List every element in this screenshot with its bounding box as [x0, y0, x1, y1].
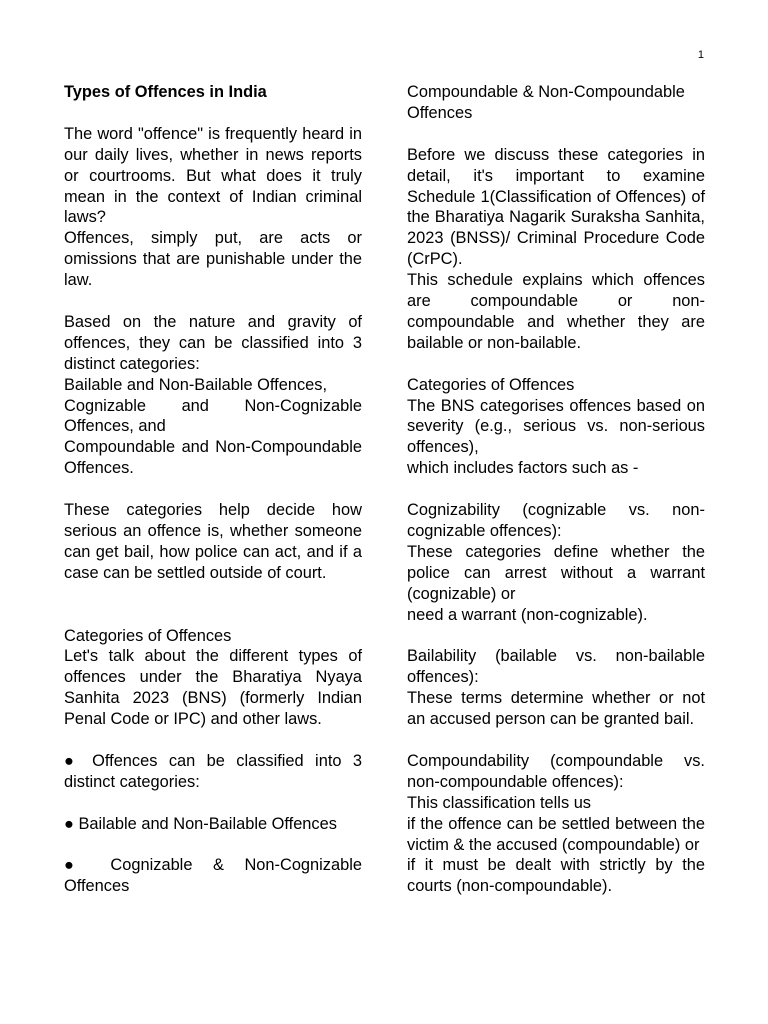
right-column: [407, 82, 705, 897]
paragraph-categories-purpose: These categories help decide how serious an offence is, whether someone can get bail, how police can act, and if a case can be settled outside of court.: [64, 501, 362, 582]
paragraph-cognizability: These categories define whether the police can arrest without a warrant (cognizable) or: [407, 542, 705, 603]
left-column: [64, 82, 362, 897]
paragraph-warrant: need a warrant (non-cognizable).: [407, 605, 648, 624]
paragraph-courts: if it must be dealt with strictly by the courts (non-compoundable).: [407, 856, 705, 896]
category-line-cognizable: Cognizable and Non-Cognizable Offences, and: [64, 396, 362, 436]
section-heading-categories: Categories of Offences: [64, 626, 232, 645]
bullet-item-classification: ● Offences can be classified into 3 distinct categories:: [64, 751, 362, 791]
heading-bailability: Bailability (bailable vs. non-bailable offences):: [407, 647, 705, 687]
bullet-item-cognizable: ● Cognizable & Non-Cognizable Offences: [64, 856, 362, 896]
category-line-bailable: Bailable and Non-Bailable Offences,: [64, 375, 328, 394]
paragraph-severity: The BNS categorises offences based on severity (e.g., serious vs. non-serious offences),: [407, 396, 705, 457]
paragraph-bns-intro: Let's talk about the different types of offences under the Bharatiya Nyaya Sanhita 2023 (BNS) (formerly Indian Penal Code or IPC) and other laws.: [64, 647, 362, 729]
paragraph-offence-meaning: The word "offence" is frequently heard in our daily lives, whether in news reports or courtrooms. But what does it truly mean in the context of Indian criminal laws?: [64, 124, 362, 227]
paragraph-classification-tells: This classification tells us: [407, 793, 592, 812]
paragraph-classification-intro: Based on the nature and gravity of offences, they can be classified into 3 distinct categories:: [64, 312, 362, 373]
paragraph-offence-definition: Offences, simply put, are acts or omissions that are punishable under the law.: [64, 229, 362, 290]
paragraph-schedule-intro: Before we discuss these categories in detail, it's important to examine Schedule 1(Classification of Offences) of the Bharatiya Nagarik Suraksha Sanhita, 2023 (BNSS)/ Criminal Procedure Code (CrPC).: [407, 145, 705, 269]
section-heading-categories-right: Categories of Offences: [407, 375, 575, 394]
page-title: Types of Offences in India: [64, 83, 267, 101]
paragraph-factors: which includes factors such as -: [407, 459, 639, 478]
paragraph-settled: if the offence can be settled between the victim & the accused (compoundable) or: [407, 814, 705, 854]
paragraph-schedule-explains: This schedule explains which offences are compoundable or non-compoundable and whether they are bailable or non-bailable.: [407, 271, 705, 352]
bullet-item-bailable: ● Bailable and Non-Bailable Offences: [64, 814, 337, 833]
page-number: 1: [697, 49, 704, 61]
heading-cognizability: Cognizability (cognizable vs. non-cognizable offences):: [407, 501, 705, 540]
paragraph-bailability: These terms determine whether or not an accused person can be granted bail.: [407, 689, 705, 729]
heading-compoundability: Compoundability (compoundable vs. non-compoundable offences):: [407, 751, 705, 791]
section-heading-compoundable: Compoundable & Non-Compoundable Offences: [407, 83, 685, 122]
category-line-compoundable: Compoundable and Non-Compoundable Offences.: [64, 438, 362, 478]
